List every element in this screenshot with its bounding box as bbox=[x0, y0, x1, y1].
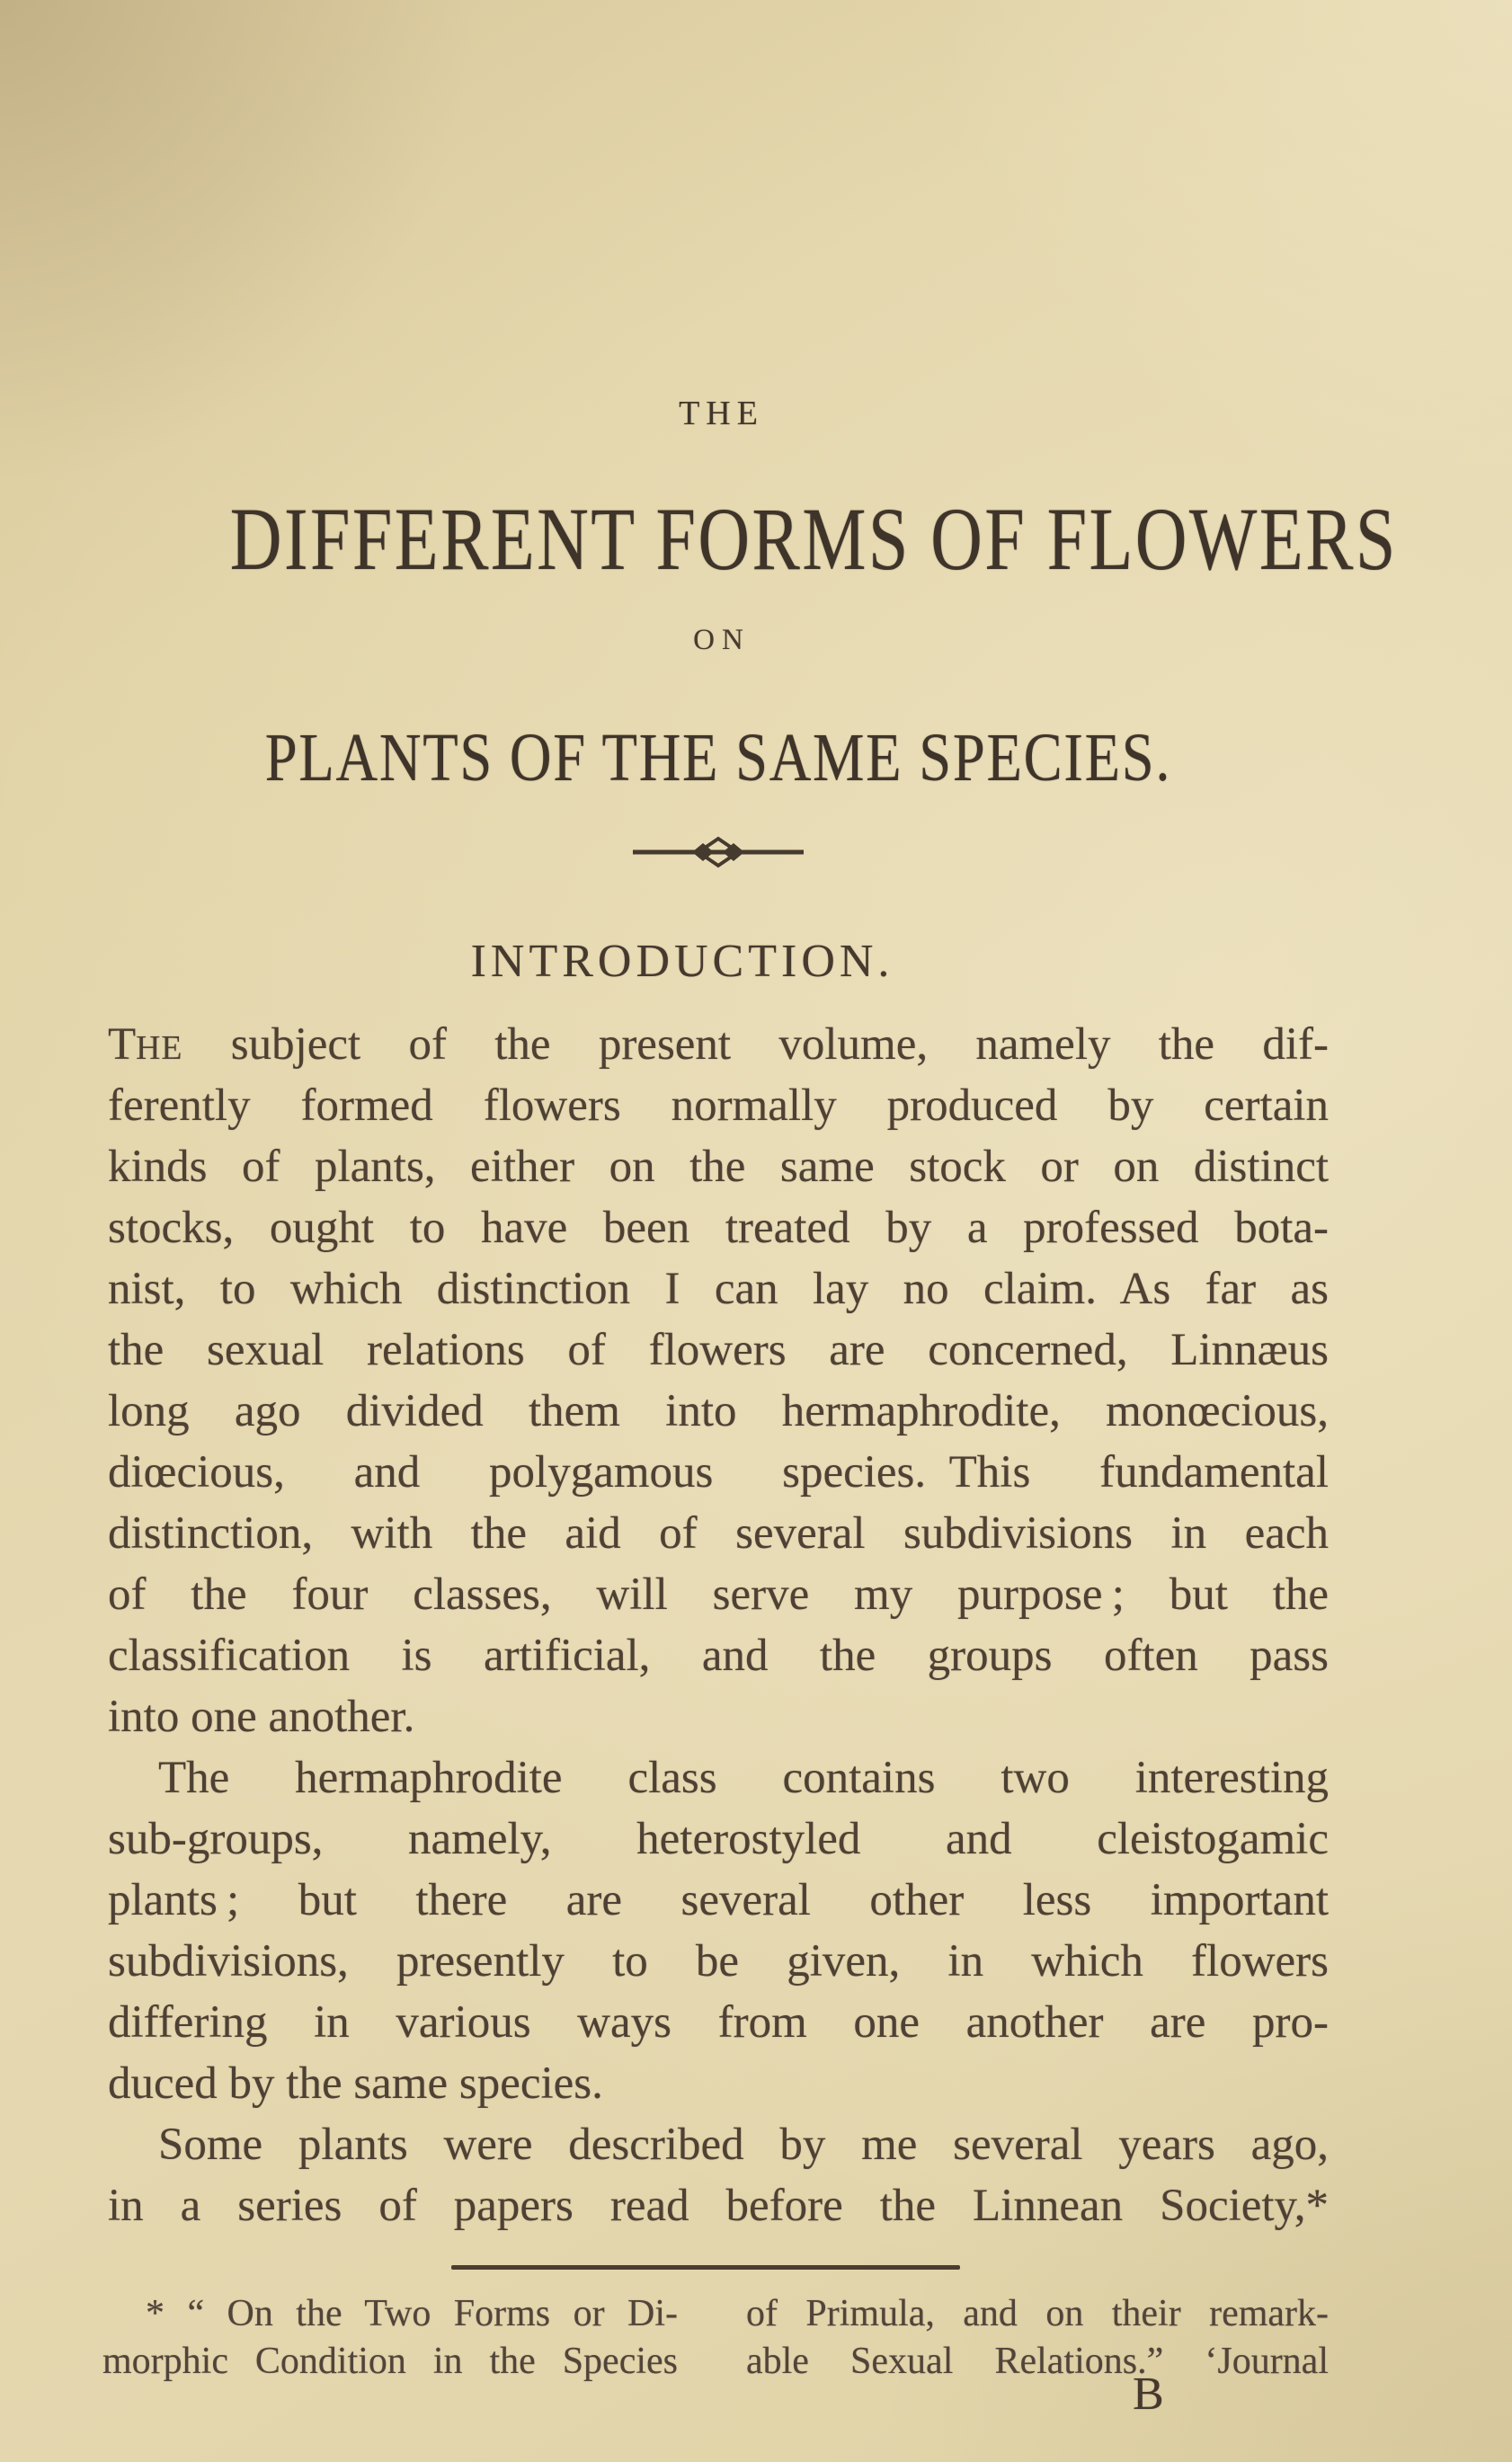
footnote-left-column bbox=[102, 2290, 678, 2386]
body-line: of the four classes, will serve my purpose ; but the bbox=[108, 1569, 1329, 1620]
body-text bbox=[108, 1014, 1329, 2236]
body-line: stocks, ought to have been treated by a professed bota- bbox=[108, 1203, 1329, 1253]
body-line: THE subject of the present volume, namely the dif- bbox=[108, 1019, 1329, 1070]
section-heading: INTRODUCTION. bbox=[470, 936, 894, 987]
body-line: duced by the same species. bbox=[108, 2058, 603, 2109]
body-line: sub-groups, namely, heterostyled and cleistogamic bbox=[108, 1814, 1329, 1864]
footnote-line: * “ On the Two Forms or Di- bbox=[146, 2293, 678, 2334]
body-line: the sexual relations of flowers are concerned, Linnæus bbox=[108, 1325, 1329, 1375]
book-kicker: THE bbox=[679, 395, 764, 432]
body-line: distinction, with the aid of several subdivisions in each bbox=[108, 1508, 1329, 1559]
divider-ornament bbox=[633, 834, 804, 870]
body-line: ferently formed flowers normally produced by certain bbox=[108, 1080, 1329, 1131]
body-line: plants ; but there are several other less important bbox=[108, 1875, 1329, 1925]
body-line: The hermaphrodite class contains two interesting bbox=[158, 1753, 1329, 1803]
book-subtitle: PLANTS OF THE SAME SPECIES. bbox=[264, 720, 1172, 795]
footnote-line: of Primula, and on their remark- bbox=[746, 2293, 1329, 2334]
footnote-rule bbox=[451, 2265, 960, 2270]
body-line: subdivisions, presently to be given, in which flowers bbox=[108, 1936, 1329, 1986]
body-line: classification is artificial, and the groups often pass bbox=[108, 1631, 1329, 1681]
footnote-right-column bbox=[746, 2290, 1329, 2386]
body-line: diœcious, and polygamous species. This fundamental bbox=[108, 1447, 1329, 1498]
body-line: differing in various ways from one another are pro- bbox=[108, 1997, 1329, 2048]
body-line: into one another. bbox=[108, 1692, 415, 1742]
footnote-line: able Sexual Relations.” ‘Journal bbox=[746, 2341, 1329, 2382]
body-line: in a series of papers read before the Linnean Society,* bbox=[108, 2181, 1329, 2231]
body-line: Some plants were described by me several years ago, bbox=[158, 2120, 1329, 2170]
lead-capital: T bbox=[108, 1019, 137, 1070]
title-connector: ON bbox=[693, 624, 751, 656]
body-line: nist, to which distinction I can lay no claim. As far as bbox=[108, 1264, 1329, 1314]
signature-mark: B bbox=[1133, 2369, 1164, 2420]
lead-smallcaps: HE bbox=[136, 1029, 183, 1067]
body-line: long ago divided them into hermaphrodite, monœcious, bbox=[108, 1386, 1329, 1436]
body-line: kinds of plants, either on the same stock or on distinct bbox=[108, 1142, 1329, 1192]
book-title: DIFFERENT FORMS OF FLOWERS bbox=[229, 489, 1398, 589]
footnote-line: morphic Condition in the Species bbox=[102, 2341, 678, 2382]
